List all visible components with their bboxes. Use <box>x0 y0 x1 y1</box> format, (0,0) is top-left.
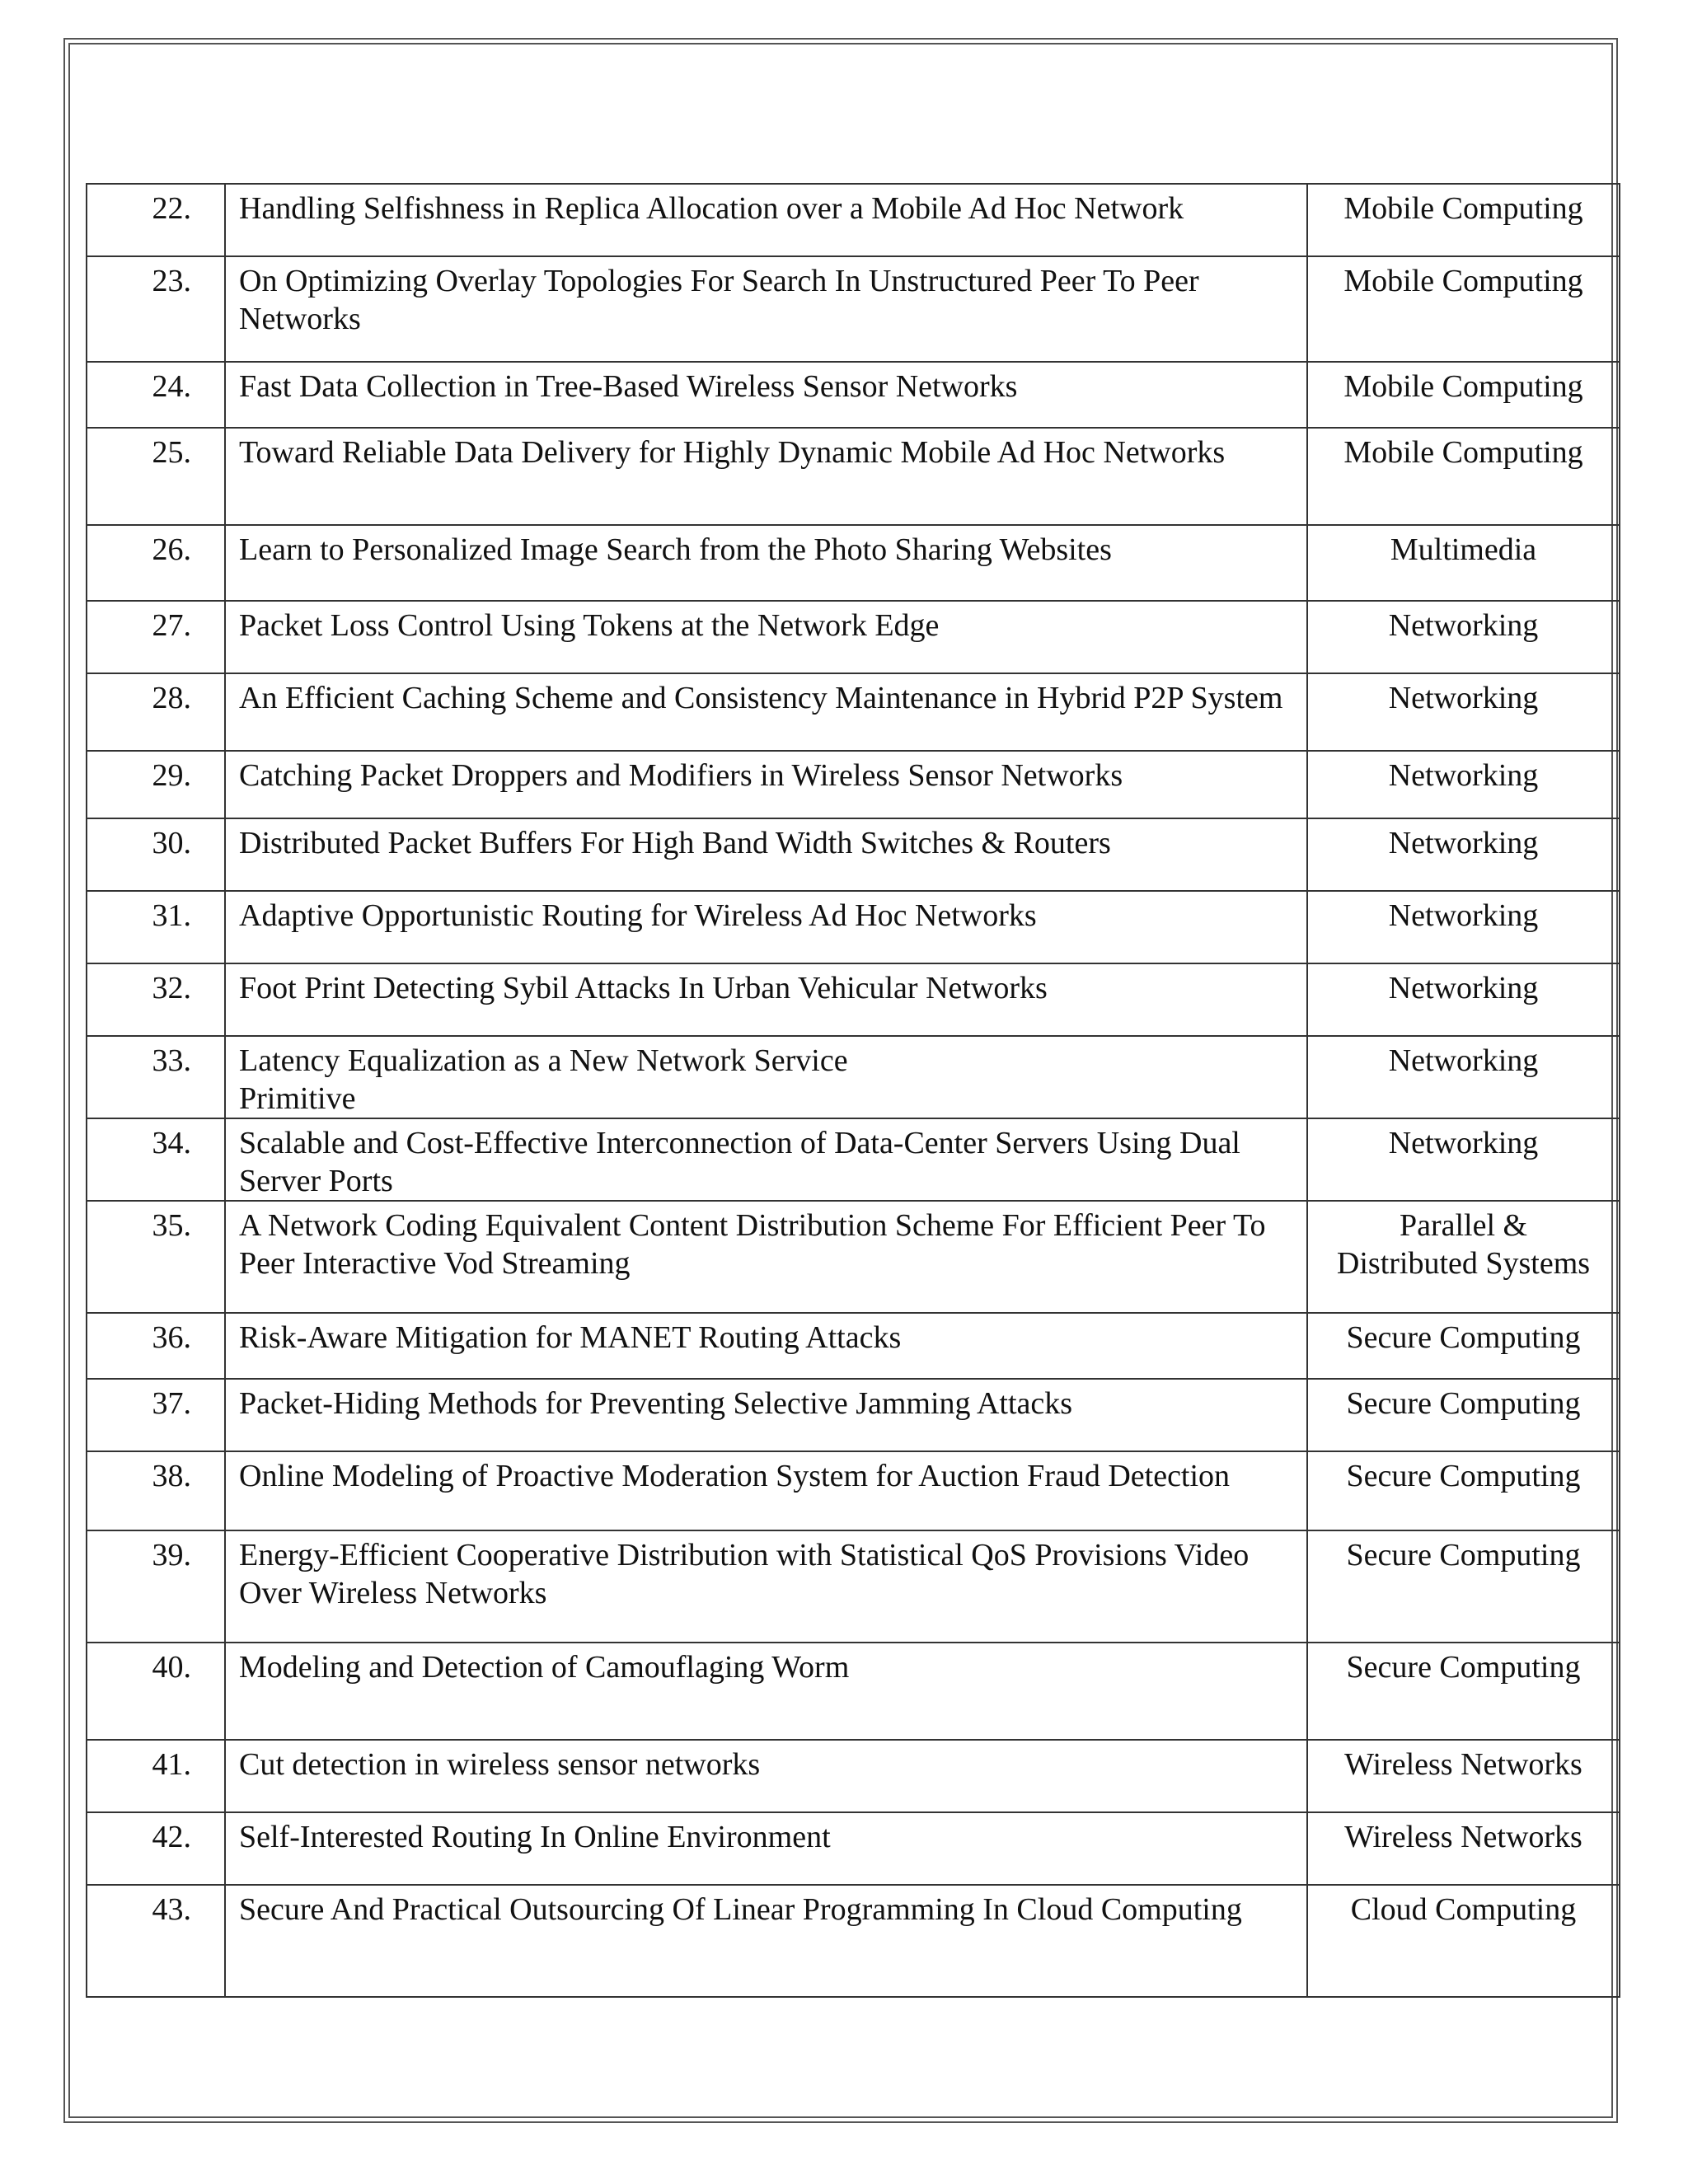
row-number: 29. <box>87 751 225 818</box>
row-number: 39. <box>87 1530 225 1643</box>
row-number: 24. <box>87 362 225 428</box>
project-title: Distributed Packet Buffers For High Band Width Switches & Routers <box>225 818 1307 891</box>
project-domain: Secure Computing <box>1307 1379 1620 1451</box>
project-domain: Networking <box>1307 1118 1620 1201</box>
project-domain: Mobile Computing <box>1307 428 1620 525</box>
row-number: 37. <box>87 1379 225 1451</box>
project-domain: Mobile Computing <box>1307 256 1620 362</box>
row-number: 40. <box>87 1643 225 1740</box>
project-title: Adaptive Opportunistic Routing for Wireless Ad Hoc Networks <box>225 891 1307 963</box>
row-number: 34. <box>87 1118 225 1201</box>
project-domain: Networking <box>1307 1036 1620 1118</box>
row-number: 25. <box>87 428 225 525</box>
row-number: 36. <box>87 1313 225 1379</box>
project-domain: Wireless Networks <box>1307 1812 1620 1885</box>
row-number: 32. <box>87 963 225 1036</box>
table-row <box>87 1036 1620 1118</box>
table-row <box>87 1643 1620 1740</box>
project-domain: Parallel & Distributed Systems <box>1307 1201 1620 1313</box>
projects-table <box>86 183 1620 1998</box>
row-number: 35. <box>87 1201 225 1313</box>
project-title: Fast Data Collection in Tree-Based Wireless Sensor Networks <box>225 362 1307 428</box>
project-domain: Wireless Networks <box>1307 1740 1620 1812</box>
table-row <box>87 1451 1620 1530</box>
row-number: 23. <box>87 256 225 362</box>
table-row <box>87 184 1620 256</box>
row-number: 26. <box>87 525 225 601</box>
table-row <box>87 601 1620 673</box>
table-row <box>87 1379 1620 1451</box>
project-title: On Optimizing Overlay Topologies For Search In Unstructured Peer To Peer Networks <box>225 256 1307 362</box>
table-row <box>87 1740 1620 1812</box>
project-title: Handling Selfishness in Replica Allocation over a Mobile Ad Hoc Network <box>225 184 1307 256</box>
row-number: 22. <box>87 184 225 256</box>
project-title: Foot Print Detecting Sybil Attacks In Urban Vehicular Networks <box>225 963 1307 1036</box>
table-row <box>87 818 1620 891</box>
project-title: Secure And Practical Outsourcing Of Linear Programming In Cloud Computing <box>225 1885 1307 1997</box>
project-domain: Networking <box>1307 673 1620 751</box>
table-row <box>87 428 1620 525</box>
table-row <box>87 362 1620 428</box>
project-title: Packet-Hiding Methods for Preventing Selective Jamming Attacks <box>225 1379 1307 1451</box>
project-title: An Efficient Caching Scheme and Consistency Maintenance in Hybrid P2P System <box>225 673 1307 751</box>
project-title: Modeling and Detection of Camouflaging Worm <box>225 1643 1307 1740</box>
project-domain: Mobile Computing <box>1307 362 1620 428</box>
project-domain: Mobile Computing <box>1307 184 1620 256</box>
row-number: 41. <box>87 1740 225 1812</box>
project-title: Scalable and Cost-Effective Interconnection of Data-Center Servers Using Dual Server Ports <box>225 1118 1307 1201</box>
table-row <box>87 963 1620 1036</box>
table-row <box>87 1201 1620 1313</box>
table-row <box>87 1530 1620 1643</box>
project-domain: Networking <box>1307 601 1620 673</box>
table-row <box>87 891 1620 963</box>
row-number: 27. <box>87 601 225 673</box>
project-title: Catching Packet Droppers and Modifiers in Wireless Sensor Networks <box>225 751 1307 818</box>
row-number: 42. <box>87 1812 225 1885</box>
table-row <box>87 1812 1620 1885</box>
row-number: 38. <box>87 1451 225 1530</box>
project-title: Learn to Personalized Image Search from the Photo Sharing Websites <box>225 525 1307 601</box>
table-row <box>87 1118 1620 1201</box>
project-title: Latency Equalization as a New Network Service Primitive <box>225 1036 1307 1118</box>
table-row <box>87 751 1620 818</box>
table-row <box>87 1313 1620 1379</box>
project-domain: Cloud Computing <box>1307 1885 1620 1997</box>
project-domain: Networking <box>1307 818 1620 891</box>
row-number: 33. <box>87 1036 225 1118</box>
projects-table-body <box>87 184 1620 1997</box>
row-number: 43. <box>87 1885 225 1997</box>
row-number: 30. <box>87 818 225 891</box>
project-domain: Secure Computing <box>1307 1451 1620 1530</box>
project-title: Self-Interested Routing In Online Environment <box>225 1812 1307 1885</box>
project-domain: Secure Computing <box>1307 1313 1620 1379</box>
project-domain: Networking <box>1307 963 1620 1036</box>
row-number: 31. <box>87 891 225 963</box>
row-number: 28. <box>87 673 225 751</box>
project-title: Online Modeling of Proactive Moderation System for Auction Fraud Detection <box>225 1451 1307 1530</box>
project-title: A Network Coding Equivalent Content Distribution Scheme For Efficient Peer To Peer Interactive Vod Streaming <box>225 1201 1307 1313</box>
project-title: Toward Reliable Data Delivery for Highly Dynamic Mobile Ad Hoc Networks <box>225 428 1307 525</box>
project-title: Packet Loss Control Using Tokens at the Network Edge <box>225 601 1307 673</box>
table-row <box>87 525 1620 601</box>
project-domain: Secure Computing <box>1307 1643 1620 1740</box>
table-row <box>87 256 1620 362</box>
project-title: Risk-Aware Mitigation for MANET Routing Attacks <box>225 1313 1307 1379</box>
project-domain: Networking <box>1307 751 1620 818</box>
project-title: Energy-Efficient Cooperative Distribution with Statistical QoS Provisions Video Over Wireless Networks <box>225 1530 1307 1643</box>
table-row <box>87 673 1620 751</box>
project-domain: Multimedia <box>1307 525 1620 601</box>
project-domain: Secure Computing <box>1307 1530 1620 1643</box>
project-domain: Networking <box>1307 891 1620 963</box>
project-title: Cut detection in wireless sensor networks <box>225 1740 1307 1812</box>
table-row <box>87 1885 1620 1997</box>
